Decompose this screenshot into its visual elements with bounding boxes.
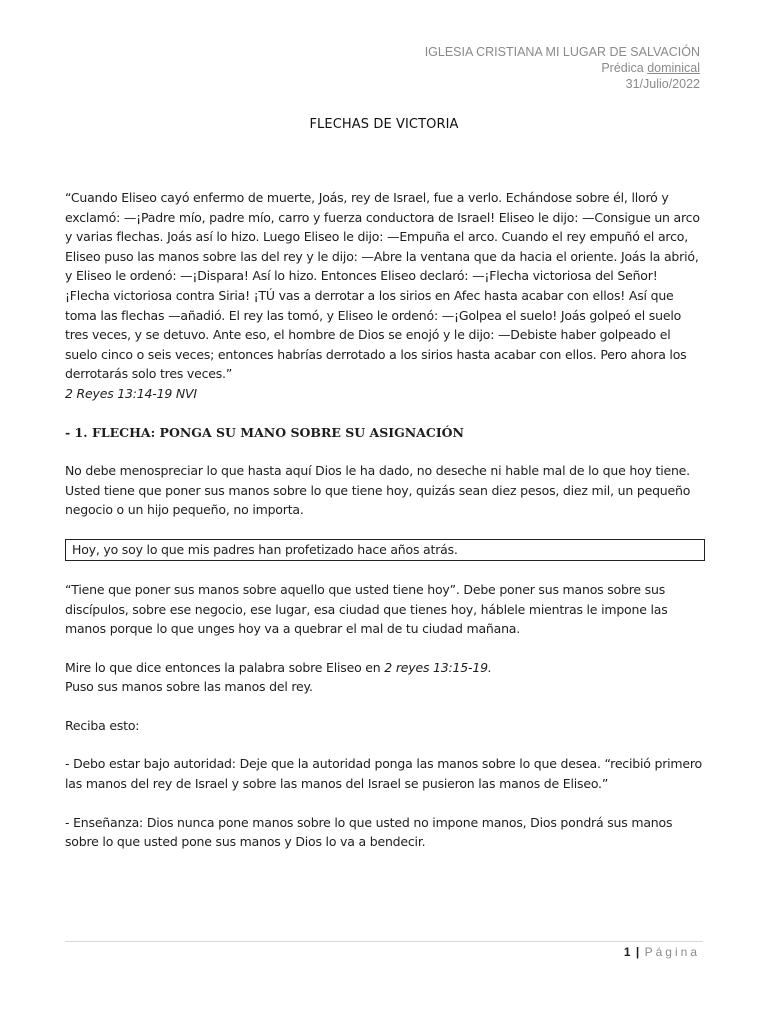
church-name: IGLESIA CRISTIANA MI LUGAR DE SALVACIÓN <box>424 45 700 59</box>
paragraph-2: Usted tiene que poner sus manos sobre lo que tiene hoy, quizás sean diez pesos, diez mil, un pequeño negocio o un hijo pequeño, no importa. <box>65 482 691 518</box>
page-header <box>425 44 700 92</box>
footer-divider <box>65 941 703 942</box>
sermon-type-prefix: Prédica <box>601 61 648 75</box>
page-number: 1 <box>623 945 631 959</box>
bible-reference: 2 Reyes 13:14-19 NVI <box>65 385 197 401</box>
document-title: FLECHAS DE VICTORIA <box>309 117 459 132</box>
sermon-type-dominical: dominical <box>647 61 700 75</box>
sermon-type <box>425 60 700 76</box>
page-footer <box>624 945 700 959</box>
page-label: Página <box>644 945 700 959</box>
footer-separator: | <box>635 945 640 959</box>
boxed-statement: Hoy, yo soy lo que mis padres han profetizado hace años atrás. <box>65 539 705 561</box>
paragraph-5: Puso sus manos sobre las manos del rey. <box>65 679 313 695</box>
paragraph-4-text: Mire lo que dice entonces la palabra sobre Eliseo en <box>65 659 385 675</box>
bible-quote: “Cuando Eliseo cayó enfermo de muerte, Joás, rey de Israel, fue a verlo. Echándose sobre él, lloró y exclamó: —¡Padre mío, padre mío, carro y fuerza conductora de Israel! Eliseo le dijo: —Consigue un arco y varias flechas. Joás así lo hizo. Luego Eliseo le dijo: —Empuña el arco. Cuando el rey empuñó el arco, Eliseo puso las manos sobre las del rey y le dijo: —Abre la ventana que da hacia el oriente. Joás la abrió, y Eliseo le ordenó: —¡Dispara! Así lo hizo. Entonces Eliseo declaró: —¡Flecha victoriosa del Señor! ¡Flecha victoriosa contra Siria! ¡TÚ vas a derrotar a los sirios en Afec hasta acabar con ellos! Así que toma las flechas —añadió. El rey las tomó, y Eliseo le ordenó: —¡Golpea el suelo! Joás golpeó el suelo tres veces, y se detuvo. Ante eso, el hombre de Dios se enojó y le dijo: —Debiste haber golpeado el suelo cinco o seis veces; entonces habrías derrotado a los sirios hasta acabar con ellos. Pero ahora los derrotarás solo tres veces.” <box>65 190 700 382</box>
paragraph-7: - Debo estar bajo autoridad: Deje que la autoridad ponga las manos sobre lo que desea. “recibió primero las manos del rey de Israel y sobre las manos del Israel se pusieron las manos de Eliseo.” <box>65 756 703 792</box>
document-body <box>65 188 705 852</box>
paragraph-4 <box>65 658 705 678</box>
sermon-date: 31/Julio/2022 <box>625 77 700 91</box>
section-heading: - 1. FLECHA: PONGA SU MANO SOBRE SU ASIGNACIÓN <box>65 424 464 440</box>
paragraph-3: “Tiene que poner sus manos sobre aquello que usted tiene hoy”. Debe poner sus manos sobre sus discípulos, sobre ese negocio, ese lugar, esa ciudad que tienes hoy, háblele mientras le impone las manos porque lo que unges hoy va a quebrar el mal de tu ciudad mañana. <box>65 581 668 637</box>
paragraph-6: Reciba esto: <box>65 717 140 733</box>
paragraph-1: No debe menospreciar lo que hasta aquí Dios le ha dado, no deseche ni hable mal de lo que hoy tiene. <box>65 463 690 479</box>
paragraph-4-reference: 2 reyes 13:15-19. <box>384 659 492 675</box>
paragraph-8: - Enseñanza: Dios nunca pone manos sobre lo que usted no impone manos, Dios pondrá sus manos sobre lo que usted pone sus manos y Dios lo va a bendecir. <box>65 814 673 850</box>
